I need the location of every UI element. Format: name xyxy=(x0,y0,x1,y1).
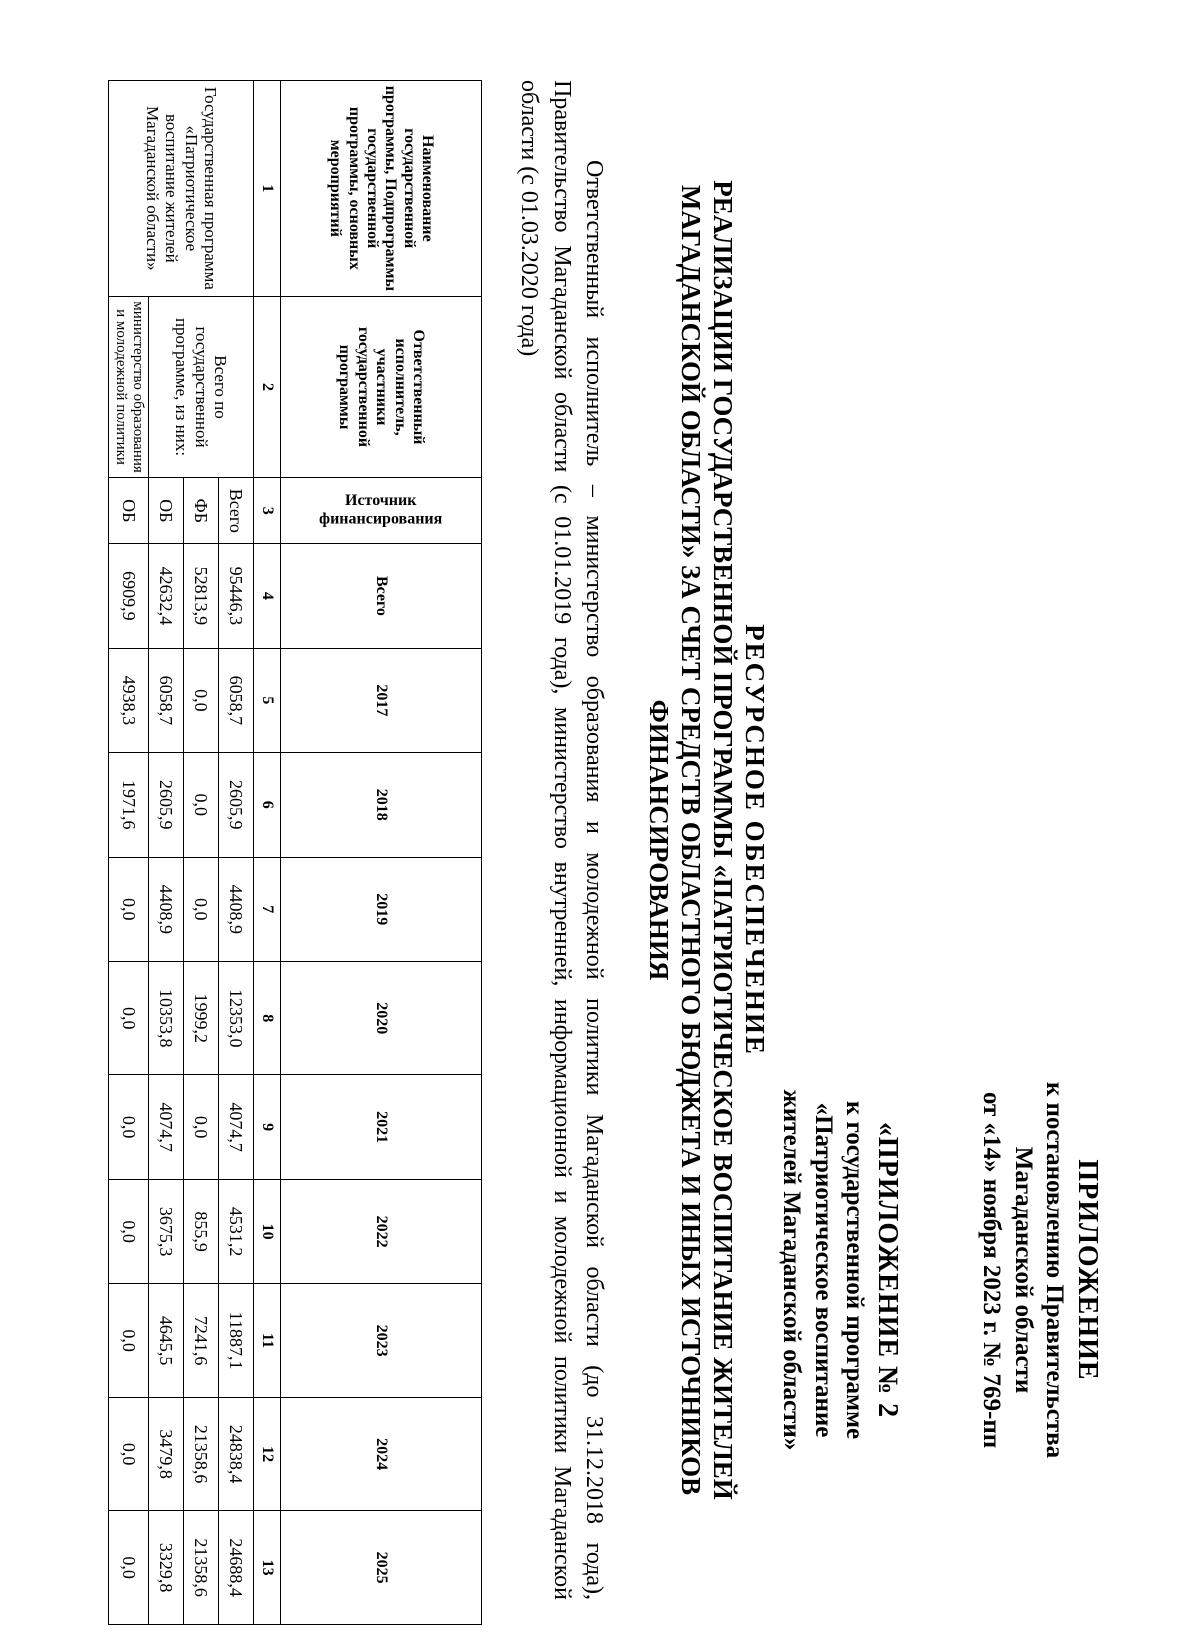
header-year: 2024 xyxy=(281,1397,482,1511)
column-number: 8 xyxy=(254,961,281,1075)
title-line: РЕСУРСНОЕ ОБЕСПЕЧЕНИЕ xyxy=(740,624,770,1056)
value-cell: 0,0 xyxy=(184,648,219,752)
header-year: 2022 xyxy=(281,1179,482,1283)
header-source-label: Источник финансирования xyxy=(319,492,443,528)
header-year: Всего xyxy=(281,544,482,648)
value-cell: 0,0 xyxy=(184,753,219,857)
appendix2-header xyxy=(776,1010,905,1530)
value-cell: 4408,9 xyxy=(149,857,184,961)
appendix2-line: жителей Магаданской области» xyxy=(778,1089,806,1451)
value-cell: 24838,4 xyxy=(219,1397,254,1511)
header-year: 2019 xyxy=(281,857,482,961)
value-cell: 2605,9 xyxy=(219,753,254,857)
value-cell: 52813,9 xyxy=(184,544,219,648)
source-cell: Всего xyxy=(219,478,254,544)
value-cell: 42632,4 xyxy=(149,544,184,648)
value-cell: 0,0 xyxy=(184,1075,219,1179)
total-label-cell: Всего по государственной программе, из них: xyxy=(149,296,254,478)
value-cell: 0,0 xyxy=(109,1075,149,1179)
value-cell: 21358,6 xyxy=(184,1397,219,1511)
value-cell: 4408,9 xyxy=(219,857,254,961)
value-cell: 0,0 xyxy=(184,857,219,961)
appendix2-title: «ПРИЛОЖЕНИЕ № 2 xyxy=(872,1121,903,1419)
source-cell: ОБ xyxy=(149,478,184,544)
title-line: МАГАДАНСКОЙ ОБЛАСТИ» ЗА СЧЕТ СРЕДСТВ ОБЛАСТНОГО БЮДЖЕТА И ИНЫХ ИСТОЧНИКОВ xyxy=(676,184,707,1496)
value-cell: 0,0 xyxy=(109,1511,149,1625)
header-program-name: Наименование государственной программы, Подпрограммы государственной программы, основных мероприятий xyxy=(281,81,482,297)
table-row xyxy=(219,81,254,1625)
value-cell: 1999,2 xyxy=(184,961,219,1075)
value-cell: 6909,9 xyxy=(109,544,149,648)
header-year: 2023 xyxy=(281,1284,482,1398)
column-number: 5 xyxy=(254,648,281,752)
value-cell: 0,0 xyxy=(109,1284,149,1398)
column-number: 13 xyxy=(254,1511,281,1625)
ministry-label-cell: министерство образования и молодежной политики xyxy=(109,296,149,478)
source-cell: ФБ xyxy=(184,478,219,544)
program-name-cell: Государственная программа «Патриотическое воспитание жителей Магаданской области» xyxy=(109,81,254,297)
document-title xyxy=(643,80,770,1600)
column-number: 11 xyxy=(254,1284,281,1398)
title-line: РЕАЛИЗАЦИИ ГОСУДАРСТВЕННОЙ ПРОГРАММЫ «ПАТРИОТИЧЕСКОЕ ВОСПИТАНИЕ ЖИТЕЛЕЙ xyxy=(708,180,739,1500)
value-cell: 3479,8 xyxy=(149,1397,184,1511)
value-cell: 6058,7 xyxy=(219,648,254,752)
source-cell: ОБ xyxy=(109,478,149,544)
value-cell: 1971,6 xyxy=(109,753,149,857)
value-cell: 4645,5 xyxy=(149,1284,184,1398)
column-number: 12 xyxy=(254,1397,281,1511)
value-cell: 0,0 xyxy=(109,961,149,1075)
column-number: 10 xyxy=(254,1179,281,1283)
appendix-date: от «14» ноября 2023 г. № 769-пп xyxy=(978,1091,1006,1449)
header-year: 2021 xyxy=(281,1075,482,1179)
value-cell: 0,0 xyxy=(109,857,149,961)
column-number: 2 xyxy=(254,296,281,478)
value-cell: 6058,7 xyxy=(149,648,184,752)
appendix2-line: к государственной программе xyxy=(841,1100,868,1440)
column-number: 6 xyxy=(254,753,281,857)
value-cell: 7241,6 xyxy=(184,1284,219,1398)
header-year: 2025 xyxy=(281,1511,482,1625)
header-source xyxy=(281,478,482,544)
value-cell: 24688,4 xyxy=(219,1511,254,1625)
appendix-header xyxy=(976,1010,1105,1530)
appendix-line: к постановлению Правительства xyxy=(1041,1081,1068,1459)
column-number: 3 xyxy=(254,478,281,544)
value-cell: 4938,3 xyxy=(109,648,149,752)
column-number: 9 xyxy=(254,1075,281,1179)
column-number-row xyxy=(254,81,281,1625)
value-cell: 21358,6 xyxy=(184,1511,219,1625)
value-cell: 3329,8 xyxy=(149,1511,184,1625)
header-year: 2017 xyxy=(281,648,482,752)
value-cell: 11887,1 xyxy=(219,1284,254,1398)
column-number: 1 xyxy=(254,81,281,297)
value-cell: 0,0 xyxy=(109,1179,149,1283)
value-cell: 12353,0 xyxy=(219,961,254,1075)
table-header-row xyxy=(281,81,482,1625)
appendix-title: ПРИЛОЖЕНИЕ xyxy=(1072,1159,1103,1381)
table-row xyxy=(109,81,149,1625)
value-cell: 2605,9 xyxy=(149,753,184,857)
appendix2-line: «Патриотическое воспитание xyxy=(809,1102,837,1438)
value-cell: 95446,3 xyxy=(219,544,254,648)
value-cell: 4074,7 xyxy=(149,1075,184,1179)
value-cell: 855,9 xyxy=(184,1179,219,1283)
value-cell: 0,0 xyxy=(109,1397,149,1511)
title-line: ФИНАНСИРОВАНИЯ xyxy=(644,699,675,981)
column-number: 7 xyxy=(254,857,281,961)
column-number: 4 xyxy=(254,544,281,648)
header-year: 2020 xyxy=(281,961,482,1075)
appendix-line: Магаданской области xyxy=(1009,1146,1037,1394)
value-cell: 3675,3 xyxy=(149,1179,184,1283)
value-cell: 10353,8 xyxy=(149,961,184,1075)
value-cell: 4531,2 xyxy=(219,1179,254,1283)
header-year: 2018 xyxy=(281,753,482,857)
value-cell: 4074,7 xyxy=(219,1075,254,1179)
resource-table xyxy=(109,80,483,1625)
header-executor: Ответственный исполнитель, участники государственной программы xyxy=(281,296,482,478)
executor-paragraph: Ответственный исполнитель – министерство образования и молодежной политики Магаданской области (до 31.12.2018 года), Правительство Магаданской области (с 01.01.2019 года), министерство внутренней, информационной и молодежной политики Магаданской области (с 01.03.2020 года) xyxy=(516,80,607,1600)
